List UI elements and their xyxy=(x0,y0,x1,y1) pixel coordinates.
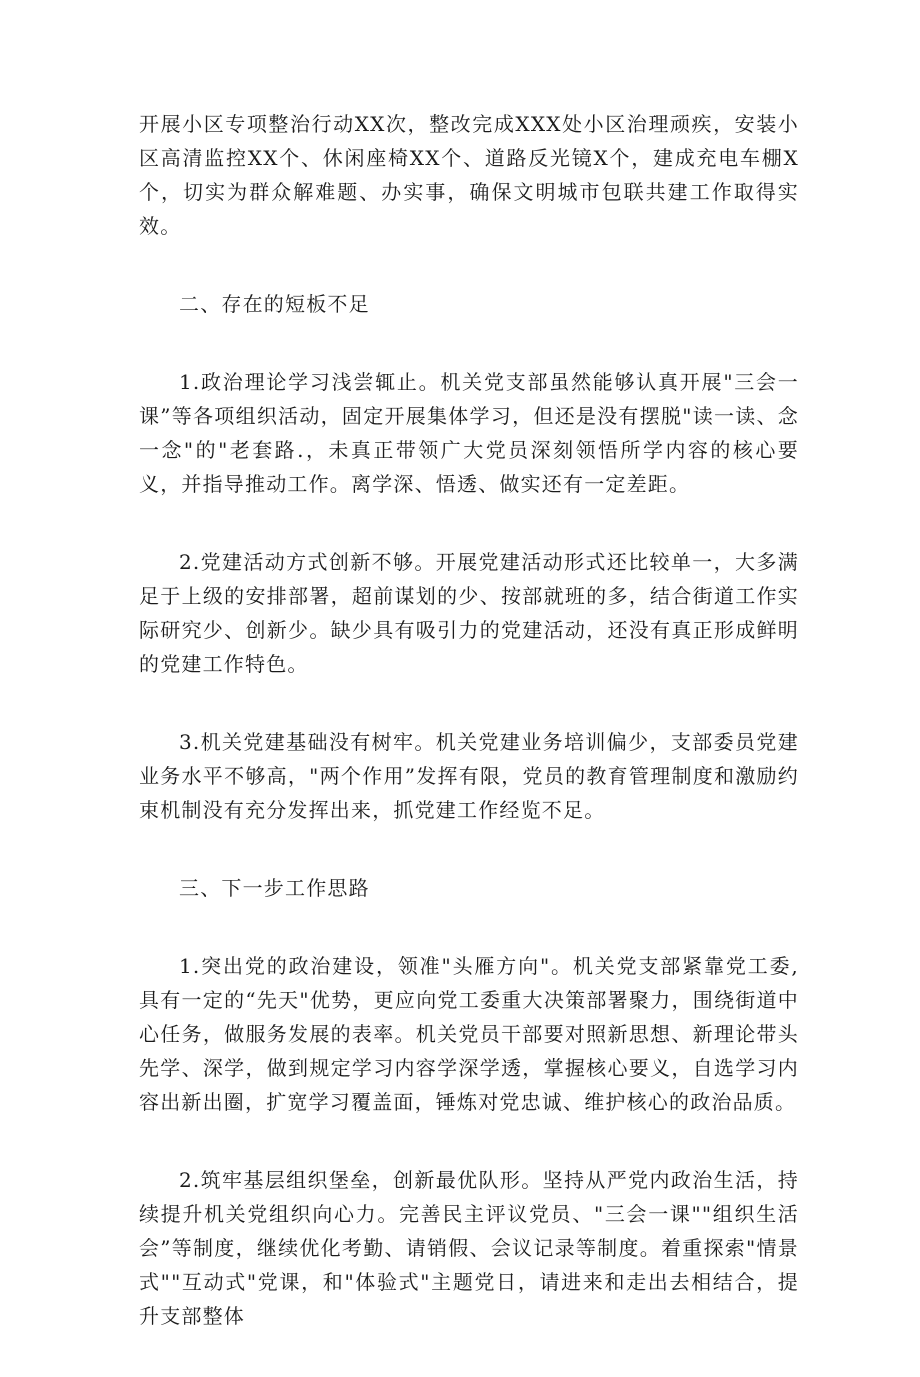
paragraph-political-building: 1.突出党的政治建设，领准"头雁方向"。机关党支部紧靠党工委,具有一定的“先天"优势，更应向党工委重大决策部署聚力，围绕街道中心任务，做服务发展的表率。机关党员干部要对照新思想、新理论带头先学、深学，做到规定学习内容学深学透，掌握核心要义，自选学习内容出新出圈，扩宽学习覆盖面，锤炼对党忠诚、维护核心的政治品质。 xyxy=(139,954,799,1114)
section-heading-next-steps: 三、下一步工作思路 xyxy=(179,876,370,900)
paragraph-theory-study: 1.政治理论学习浅尝辄止。机关党支部虽然能够认真开展"三会一课”等各项组织活动，固定开展集体学习，但还是没有摆脱"读一读、念一念"的"老套路.，未真正带领广大党员深刻领悟所学内容的核心要义，并指导推动工作。离学深、悟透、做实还有一定差距。 xyxy=(139,370,799,496)
paragraph-grassroots-organization: 2.筑牢基层组织堡垒，创新最优队形。坚持从严党内政治生活，持续提升机关党组织向心力。完善民主评议党员、"三会一课""组织生活会”等制度，继续优化考勤、请销假、会议记录等制度。着重探索"情景式""互动式"党课，和"体验式"主题党日，请进来和走出去相结合，提升支部整体 xyxy=(139,1168,799,1328)
section-heading-shortcomings: 二、存在的短板不足 xyxy=(179,292,370,316)
paragraph-activity-innovation: 2.党建活动方式创新不够。开展党建活动形式还比较单一，大多满足于上级的安排部署，超前谋划的少、按部就班的多，结合街道工作实际研究少、创新少。缺少具有吸引力的党建活动，还没有真正形成鲜明的党建工作特色。 xyxy=(139,550,799,676)
paragraph-community-rectification: 开展小区专项整治行动XX次，整改完成XXX处小区治理顽疾，安装小区高清监控XX个、休闲座椅XX个、道路反光镜X个，建成充电车棚X个，切实为群众解难题、办实事，确保文明城市包联共建工作取得实效。 xyxy=(139,112,799,238)
paragraph-party-foundation: 3.机关党建基础没有树牢。机关党建业务培训偏少，支部委员党建业务水平不够高，"两个作用”发挥有限，党员的教育管理制度和激励约束机制没有充分发挥出来，抓党建工作经览不足。 xyxy=(139,730,799,822)
document-body xyxy=(139,107,799,1377)
